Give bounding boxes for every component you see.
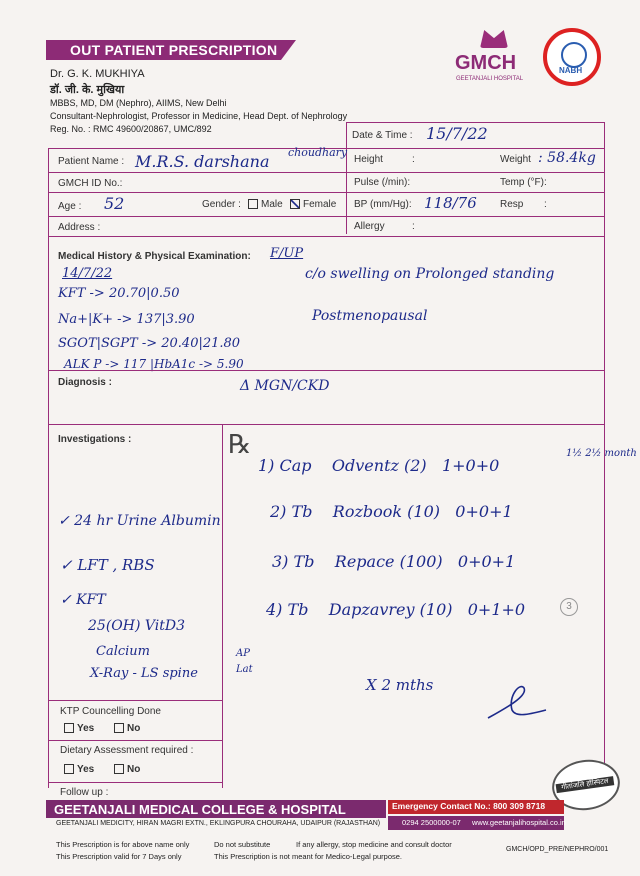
footer-note-5: This Prescription is not meant for Medico-Legal purpose.: [214, 852, 403, 861]
doctor-name-hindi: डॉ. जी. के. मुखिया: [50, 84, 125, 96]
address-label: Address :: [58, 222, 101, 233]
ktp-no: [114, 723, 140, 734]
patient-name-value: M.R.S. darshana: [135, 152, 270, 171]
dietary-yes-text: Yes: [77, 764, 95, 775]
rx-circle-mark: [560, 598, 578, 616]
rx-item-4-dose: 0+1+0: [467, 600, 526, 619]
nabh-badge: [543, 28, 601, 86]
dietary-no-text: No: [127, 764, 141, 775]
weight-value: : 58.4kg: [538, 150, 596, 166]
row-line-4: [48, 236, 604, 237]
footer-note-2: This Prescription valid for 7 Days only: [56, 852, 182, 861]
footer-note-4: If any allergy, stop medicine and consult doctor: [296, 840, 452, 849]
diagnosis-value: Δ MGN/CKD: [240, 378, 330, 394]
history-note: Postmenopausal: [312, 308, 428, 324]
rx-item-4: [266, 600, 525, 619]
ktp-no-text: No: [127, 723, 141, 734]
investigation-item-4: 25(OH) VitD3: [88, 618, 185, 634]
dietary-yes: [64, 764, 94, 775]
gender-female: [290, 199, 336, 210]
dietary-label: Dietary Assessment required :: [60, 745, 194, 756]
gender-male: [248, 199, 283, 210]
allergy-label: Allergy: [354, 221, 385, 232]
rx-margin-note: 1½ 2½ month: [566, 448, 637, 459]
age-label: Age :: [58, 201, 82, 212]
doctor-signature: [484, 678, 554, 726]
gmch-logo-subtitle: GEETANJALI HOSPITAL: [456, 76, 524, 82]
diagnosis-top-line: [48, 370, 604, 371]
dietary-no: [114, 764, 140, 775]
rx-item-3-dose: 0+0+1: [457, 552, 516, 571]
doctor-reg-no: Reg. No. : RMC 49600/20867, UMC/892: [50, 124, 212, 134]
rx-item-4-name: Dapzavrey (10): [328, 600, 453, 619]
temp-label: Temp (°F):: [500, 177, 547, 188]
footer-emergency: Emergency Contact No.: 800 309 8718: [392, 801, 546, 811]
followup-top-line: [48, 782, 222, 783]
diagnosis-label: Diagnosis :: [58, 377, 112, 388]
ktp-yes: [64, 723, 94, 734]
ktp-yes-text: Yes: [77, 723, 95, 734]
row-line-3: [48, 216, 604, 217]
rx-duration: X 2 mths: [366, 676, 434, 694]
dietary-no-checkbox[interactable]: [114, 764, 124, 774]
gmch-logo-icon: [480, 30, 508, 48]
rx-item-2-name: Rozbook (10): [332, 502, 441, 521]
rx-item-4-num: 4): [266, 600, 283, 619]
height-label: Height: [354, 154, 383, 165]
gender-male-text: Male: [261, 199, 283, 210]
doctor-qualifications: MBBS, MD, DM (Nephro), AIIMS, New Delhi: [50, 98, 227, 108]
rx-item-3: [272, 552, 515, 571]
patient-name-label: Patient Name :: [58, 156, 125, 167]
resp-colon: :: [544, 199, 547, 210]
seal-text: गीतांजलि हॉस्पिटल: [556, 776, 615, 793]
rx-item-1-form: Cap: [279, 456, 312, 475]
nabh-inner-icon: [561, 42, 587, 68]
footer-note-3: Do not substitute: [214, 840, 271, 849]
rx-item-3-name: Repace (100): [334, 552, 443, 571]
patient-name-extra: choudhary: [288, 146, 348, 159]
dietary-yes-checkbox[interactable]: [64, 764, 74, 774]
footer-website[interactable]: www.geetanjalihospital.co.in: [472, 818, 566, 827]
history-line-2: Na+|K+ -> 137|3.90: [58, 312, 195, 327]
history-line-4: ALK P -> 117 |HbA1c -> 5.90: [64, 357, 244, 371]
gender-female-checkbox[interactable]: [290, 199, 300, 209]
xray-note-2: Lat: [236, 664, 253, 675]
pulse-label: Pulse (/min):: [354, 177, 411, 188]
form-title: OUT PATIENT PRESCRIPTION: [70, 42, 278, 58]
nabh-text: NABH: [559, 66, 583, 75]
rx-item-1-num: 1): [258, 456, 275, 475]
history-label: Medical History & Physical Examination:: [58, 251, 251, 262]
rx-item-1: [258, 456, 499, 475]
row-line-2: [48, 192, 604, 193]
patient-divider: [346, 122, 347, 234]
history-line-3: SGOT|SGPT -> 20.40|21.80: [58, 336, 241, 351]
investigation-top-line: [48, 424, 604, 425]
rx-item-2-form: Tb: [291, 502, 313, 521]
resp-label: Resp: [500, 199, 524, 210]
weight-label: Weight: [500, 154, 531, 165]
investigations-label: Investigations :: [58, 434, 132, 445]
date-value: 15/7/22: [426, 124, 488, 143]
ktp-yes-checkbox[interactable]: [64, 723, 74, 733]
rx-item-2-num: 2): [270, 502, 287, 521]
ktp-no-checkbox[interactable]: [114, 723, 124, 733]
rx-symbol: ℞: [228, 430, 252, 460]
rx-item-2: [270, 502, 513, 521]
investigation-item-2: ✓ LFT , RBS: [60, 556, 155, 574]
form-left-border: [48, 148, 49, 788]
history-tag: F/UP: [270, 246, 304, 261]
rx-item-2-dose: 0+0+1: [455, 502, 513, 521]
date-label: Date & Time :: [352, 130, 413, 141]
height-colon: :: [412, 154, 415, 165]
xray-note-1: AP: [236, 648, 250, 659]
gender-male-checkbox[interactable]: [248, 199, 258, 209]
doctor-name: Dr. G. K. MUKHIYA: [50, 68, 145, 80]
rx-item-3-form: Tb: [293, 552, 315, 571]
history-date: 14/7/22: [62, 266, 113, 281]
bp-label: BP (mm/Hg):: [354, 199, 412, 210]
ktp-label: KTP Councelling Done: [60, 706, 161, 717]
investigation-item-3: ✓ KFT: [60, 592, 106, 608]
dietary-top-line: [48, 740, 222, 741]
date-top-line: [346, 122, 604, 123]
bp-value: 118/76: [424, 194, 477, 212]
history-line-1: KFT -> 20.70|0.50: [58, 286, 180, 301]
footer-hospital-name: GEETANJALI MEDICAL COLLEGE & HOSPITAL: [54, 802, 346, 817]
rx-item-4-form: Tb: [287, 600, 309, 619]
rx-circle-mark-text: 3: [566, 601, 572, 612]
investigation-divider: [222, 424, 223, 788]
allergy-colon: :: [412, 221, 415, 232]
gender-female-text: Female: [303, 199, 337, 210]
followup-label: Follow up :: [60, 787, 109, 798]
investigation-item-5: Calcium: [96, 644, 150, 659]
history-complaint: c/o swelling on Prolonged standing: [305, 266, 555, 282]
footer-note-1: This Prescription is for above name only: [56, 840, 190, 849]
footer-address: GEETANJALI MEDICITY, HIRAN MAGRI EXTN., EKLINGPURA CHOURAHA, UDAIPUR (RAJASTHAN): [56, 820, 381, 827]
gender-label: Gender :: [202, 199, 241, 210]
rx-item-1-name: Odventz (2): [331, 456, 427, 475]
investigation-item-6: X-Ray - LS spine: [90, 666, 198, 681]
gmch-logo-text: GMCH: [455, 52, 517, 74]
rx-item-3-num: 3): [272, 552, 289, 571]
doctor-designation: Consultant-Nephrologist, Professor in Medicine, Head Dept. of Nephrology: [50, 111, 348, 121]
ktp-top-line: [48, 700, 222, 701]
footer-form-code: GMCH/OPD_PRE/NEPHRO/001: [506, 846, 609, 853]
row-line-1: [48, 172, 604, 173]
rx-item-1-dose: 1+0+0: [441, 456, 500, 475]
age-value: 52: [104, 194, 125, 213]
investigation-item-1: ✓ 24 hr Urine Albumin: [58, 513, 221, 529]
footer-phone: 0294 2500000-07: [402, 818, 461, 827]
gmch-id-label: GMCH ID No.:: [58, 178, 123, 189]
